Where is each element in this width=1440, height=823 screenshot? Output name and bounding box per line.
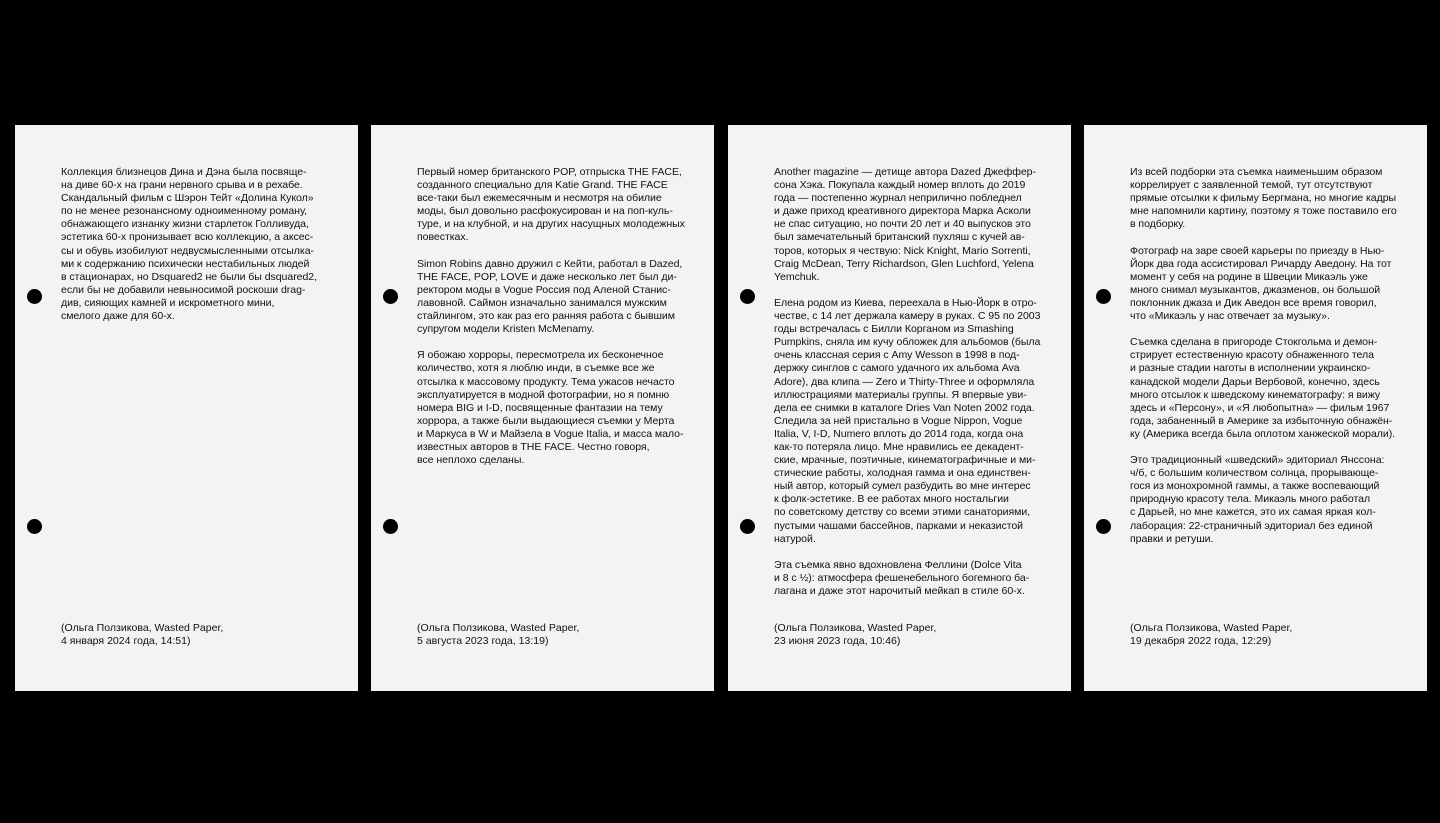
text-line: супругом модели Kristen McMenamy. [417, 323, 595, 336]
page-sheet-2 [371, 125, 714, 691]
text-line: количество, хотя я люблю инди, в съемке все же [417, 362, 655, 375]
text-line: обнажающего изнанку жизни старлеток Голливуда, [61, 218, 309, 231]
text-line: с Дарьей, но мне кажется, это их самая яркая кол- [1130, 506, 1376, 519]
sheet-body [774, 166, 1056, 611]
text-line: туре, и на клубной, и на других насущных молодежных [417, 218, 685, 231]
text-line: все-таки был ежемесячным и несмотря на обилие [417, 192, 662, 205]
text-line: к фолк-эстетике. В ее работах много ностальгии [774, 493, 1009, 506]
text-line: стические работы, холодная гамма и она единствен- [774, 467, 1031, 480]
text-line: прямые отсылки к фильму Бергмана, но многие кадры [1130, 192, 1397, 205]
text-line: и даже приход креативного директора Марка Асколи [774, 205, 1031, 218]
signature-line: 5 августа 2023 года, 13:19) [417, 635, 549, 648]
text-line: если бы не добавили невыносимой роскоши drag- [61, 283, 306, 296]
text-line: честве, с 14 лет держала камеру в руках. С 95 по 2003 [774, 310, 1041, 323]
text-line: был замечательный британский пухляш с кучей ав- [774, 231, 1025, 244]
punch-hole [740, 289, 755, 304]
text-line: эстетика 60-х пронизывает всю коллекцию, а аксес- [61, 231, 314, 244]
text-line: Adore), два клипа — Zero и Thirty-Three и оформляла [774, 375, 1035, 388]
text-line: натурой. [774, 532, 816, 545]
signature-line: (Ольга Ползикова, Wasted Paper, [61, 622, 224, 634]
text-line: поклонник джаза и Дик Аведон все время говорил, [1130, 296, 1377, 309]
text-line: эксплуатируется в модной фотографии, но я помню [417, 388, 670, 401]
text-line: как-то потеряла лицо. Мне нравились ее декадент- [774, 440, 1024, 453]
text-line: ный автор, который сумел разбудить во мне интерес [774, 480, 1031, 493]
paragraph [1130, 245, 1412, 324]
text-line: много отсылок к шведскому кинематографу: я вижу [1130, 388, 1381, 401]
punch-hole [27, 519, 42, 534]
text-line: и разные стадии наготы в исполнении украинско- [1130, 362, 1371, 375]
text-line: сы и обувь изобилуют недвусмысленными отсылка- [61, 244, 314, 257]
paragraph [417, 258, 699, 337]
paragraph [417, 166, 699, 245]
text-line: в стационарах, но Dsquared2 не были бы dsquared2, [61, 270, 317, 283]
punch-hole [383, 289, 398, 304]
text-line: THE FACE, POP, LOVE и даже несколько лет был ди- [417, 270, 677, 283]
text-line: что «Микаэль у нас отвечает за музыку». [1130, 310, 1330, 323]
text-line: момент у себя на родине в Швеции Микаэль уже [1130, 270, 1368, 283]
text-line: Yemchuk. [774, 270, 820, 283]
paragraph [1130, 454, 1412, 546]
paragraph [61, 166, 343, 323]
text-line: отсылка к массовому продукту. Тема ужасов нечасто [417, 375, 675, 388]
text-line: Первый номер британского POP, отпрыска THE FACE, [417, 166, 682, 178]
text-line: известных авторов в THE FACE. Честно говоря, [417, 440, 650, 453]
text-line: держку синглов с самого удачного их альбома Ava [774, 362, 1020, 375]
text-line: стайлингом, это как раз его ранняя работа с бывшим [417, 310, 675, 323]
punch-hole [1096, 289, 1111, 304]
text-line: гося из монохромной гаммы, а также воспевающий [1130, 480, 1380, 493]
text-line: иллюстрациями материалы группы. Я впервые уви- [774, 388, 1027, 401]
paragraph [1130, 336, 1412, 441]
text-line: природную красоту тела. Микаэль много работал [1130, 493, 1371, 506]
text-line: ч/б, с большим количеством солнца, прорывающе- [1130, 467, 1379, 480]
text-line: правки и ретуши. [1130, 532, 1214, 545]
punch-hole [740, 519, 755, 534]
punch-hole [27, 289, 42, 304]
text-line: Another magazine — детище автора Dazed Джеффер- [774, 166, 1036, 178]
signature-line: 19 декабря 2022 года, 12:29) [1130, 635, 1272, 648]
text-line: много снимал музыкантов, джазменов, он большой [1130, 283, 1381, 296]
text-line: коррелирует с заявленной темой, тут отсутствуют [1130, 179, 1373, 192]
sheet-body [61, 166, 343, 336]
text-line: пустыми чашами бассейнов, парками и неказистой [774, 519, 1024, 532]
sheet-body [417, 166, 699, 480]
text-line: лаборация: 22-страничный эдиториал без единой [1130, 519, 1373, 532]
text-line: Pumpkins, сняла им кучу обложек для альбомов (была [774, 336, 1041, 349]
paragraph [1130, 166, 1412, 231]
text-line: мне напомнили картину, поэтому я тоже поставило его [1130, 205, 1397, 218]
sheet-body [1130, 166, 1412, 559]
text-line: по советскому детству со всеми этими санаториями, [774, 506, 1031, 519]
text-line: Craig McDean, Terry Richardson, Glen Luchford, Yelena [774, 257, 1034, 270]
text-line: Скандальный фильм с Шэрон Тейт «Долина Кукол» [61, 192, 314, 205]
text-line: смелого даже для 60-х. [61, 310, 175, 323]
paragraph [774, 297, 1056, 546]
signature-line: (Ольга Ползикова, Wasted Paper, [1130, 622, 1293, 634]
text-line: ми к содержанию психически нестабильных людей [61, 257, 310, 270]
text-line: моды, был довольно расфокусирован и на поп-куль- [417, 205, 673, 218]
text-line: Это традиционный «шведский» эдиториал Янссона: [1130, 454, 1385, 467]
signature [61, 622, 343, 648]
text-line: все неплохо сделаны. [417, 454, 525, 467]
text-line: ку (Америка всегда была оплотом ханжеской морали). [1130, 427, 1396, 440]
text-line: торов, которых я чествую: Nick Knight, Mario Sorrenti, [774, 244, 1031, 257]
paragraph [774, 559, 1056, 598]
text-line: на диве 60-х на грани нервного срыва и в рехабе. [61, 179, 303, 192]
text-line: сона Хэка. Покупала каждый номер вплоть до 2019 [774, 179, 1026, 192]
text-line: Фотограф на заре своей карьеры по приезду в Нью- [1130, 244, 1385, 257]
text-line: года, забаненный в Америке за избыточную обнажён- [1130, 414, 1393, 427]
text-line: Съемка сделана в пригороде Стокгольма и демон- [1130, 336, 1378, 349]
text-line: Эта съемка явно вдохновлена Феллини (Dolce Vita [774, 558, 1022, 571]
signature [774, 622, 1056, 648]
signature [417, 622, 699, 648]
text-line: див, сияющих камней и искрометного мини, [61, 296, 275, 309]
text-line: повестках. [417, 231, 469, 244]
text-line: хоррора, а также были выдающиеся съемки у Мерта [417, 414, 675, 427]
text-line: ректором моды в Vogue Россия под Аленой Станис- [417, 283, 671, 296]
text-line: и Маркуса в W и Майзела в Vogue Italia, и масса мало- [417, 427, 684, 440]
text-line: Следила за ней пристально в Vogue Nippon, Vogue [774, 414, 1023, 427]
paragraph [417, 349, 699, 467]
text-line: не спас ситуацию, но почти 20 лет и 40 выпусков это [774, 218, 1031, 231]
punch-hole [383, 519, 398, 534]
text-line: очень классная серия с Amy Wesson в 1998 в под- [774, 349, 1020, 362]
text-line: здесь и «Персону», и «Я любопытна» — фильм 1967 [1130, 401, 1390, 414]
text-line: и 8 с ½): атмосфера фешенебельного богемного ба- [774, 571, 1030, 584]
text-line: Йорк два года ассистировал Ричарду Аведону. На тот [1130, 257, 1392, 270]
text-line: канадской модели Дарьи Вербовой, конечно, здесь [1130, 375, 1380, 388]
text-line: созданного специально для Katie Grand. THE FACE [417, 179, 668, 192]
text-line: Я обожаю хорроры, пересмотрела их бесконечное [417, 349, 664, 362]
punch-hole [1096, 519, 1111, 534]
signature-line: (Ольга Ползикова, Wasted Paper, [417, 622, 580, 634]
text-line: Коллекция близнецов Дина и Дэна была посвяще- [61, 166, 307, 178]
paragraph [774, 166, 1056, 284]
text-line: по не менее резонансному одноименному роману, [61, 205, 308, 218]
page-sheet-3 [728, 125, 1071, 691]
text-line: Italia, V, I-D, Numero вплоть до 2014 года, когда она [774, 427, 1024, 440]
signature-line: (Ольга Ползикова, Wasted Paper, [774, 622, 937, 634]
text-line: номера BIG и I-D, посвященные фантазии на тему [417, 401, 663, 414]
text-line: ские, мрачные, поэтичные, кинематографичные и ми- [774, 454, 1036, 467]
text-line: дела ее снимки в каталоге Dries Van Noten 2002 года. [774, 401, 1035, 414]
text-line: стрирует естественную красоту обнаженного тела [1130, 349, 1374, 362]
page-sheet-1 [15, 125, 358, 691]
page-sheet-4 [1084, 125, 1427, 691]
text-line: лагана и даже этот нарочитый мейкап в стиле 60-х. [774, 585, 1025, 597]
text-line: Simon Robins давно дружил с Кейти, работал в Dazed, [417, 257, 683, 270]
signature-line: 23 июня 2023 года, 10:46) [774, 635, 901, 648]
text-line: Елена родом из Киева, переехала в Нью-Йорк в отро- [774, 296, 1037, 309]
text-line: лавовной. Саймон изначально занимался мужским [417, 296, 667, 309]
text-line: года — постепенно журнал неприлично побледнел [774, 192, 1022, 205]
text-line: Из всей подборки эта съемка наименьшим образом [1130, 166, 1383, 178]
text-line: в подборку. [1130, 218, 1186, 231]
signature [1130, 622, 1412, 648]
text-line: годы встречалась с Билли Корганом из Smashing [774, 323, 1014, 336]
signature-line: 4 января 2024 года, 14:51) [61, 635, 191, 648]
